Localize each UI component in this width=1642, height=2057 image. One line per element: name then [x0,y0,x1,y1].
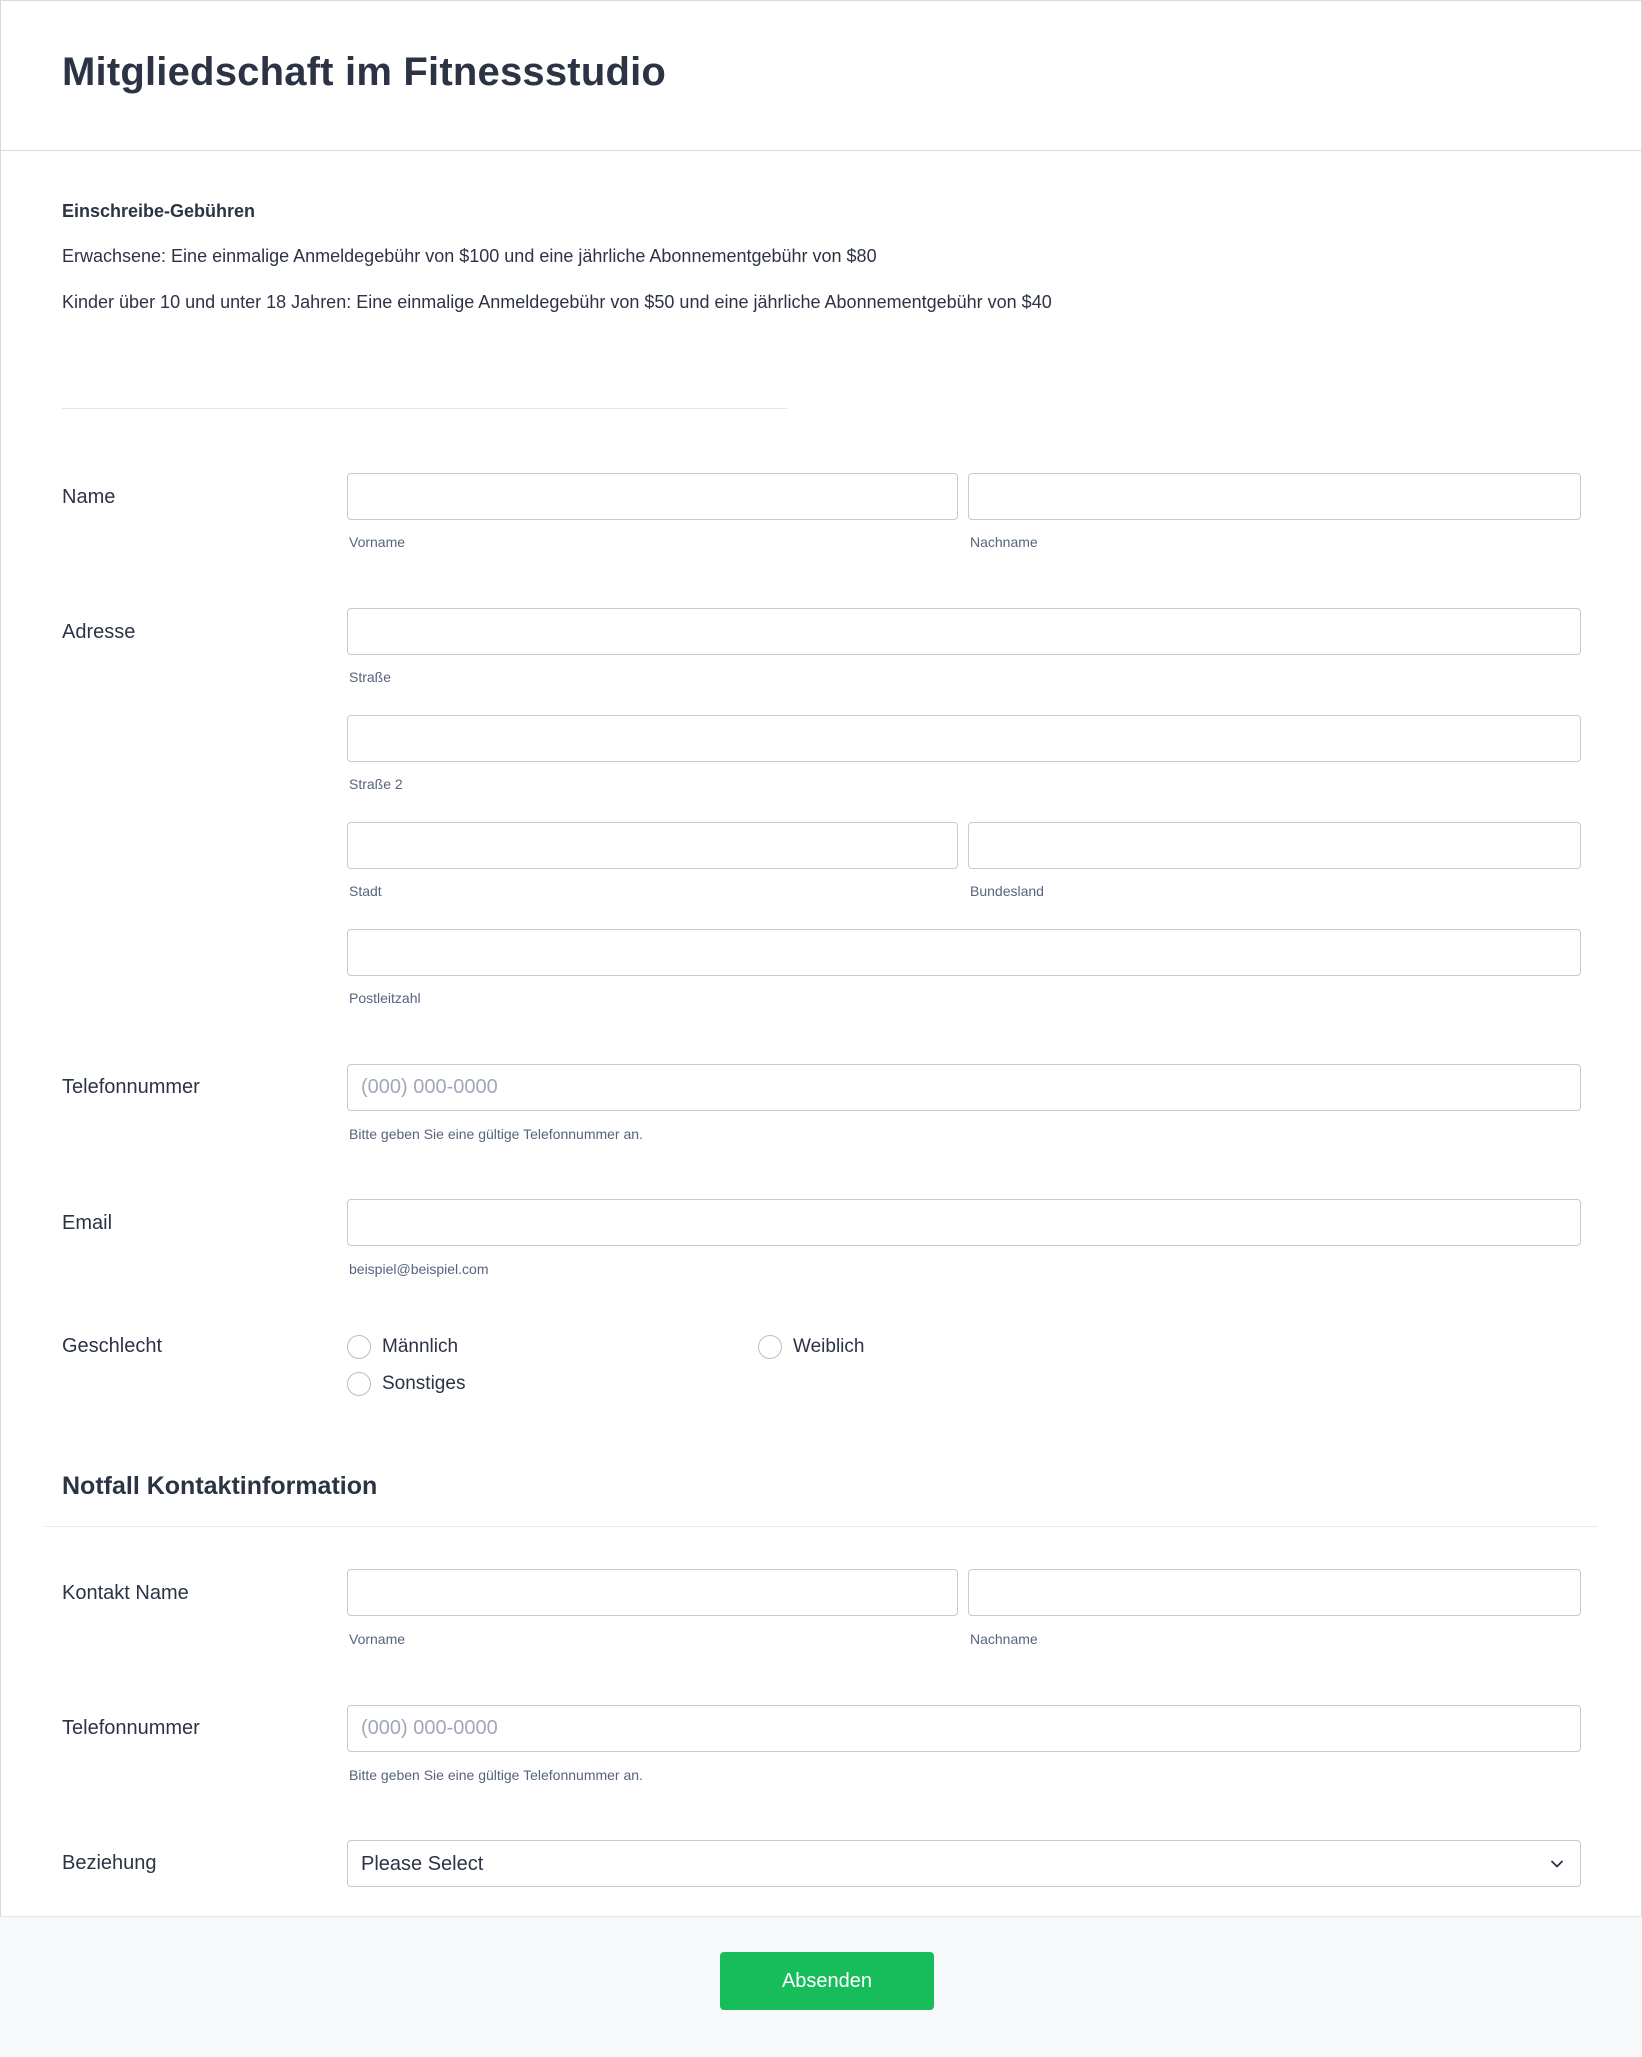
relation-select-value: Please Select [361,1853,484,1875]
intro-divider [62,408,787,409]
city-sublabel: Stadt [349,883,382,899]
contact-phone-sublabel: Bitte geben Sie eine gültige Telefonnummer an. [349,1767,643,1783]
radio-other[interactable] [347,1372,371,1396]
street2-sublabel: Straße 2 [349,776,403,792]
name-label: Name [62,486,116,508]
phone-sublabel: Bitte geben Sie eine gültige Telefonnummer an. [349,1126,643,1142]
fees-children-text: Kinder über 10 und unter 18 Jahren: Eine einmalige Anmeldegebühr von $50 und eine jährliche Abonnementgebühr von $40 [62,292,1052,312]
radio-male[interactable] [347,1335,371,1359]
contact-phone-label: Telefonnummer [62,1717,200,1739]
state-sublabel: Bundesland [970,883,1044,899]
radio-male-label[interactable]: Männlich [382,1336,459,1357]
contact-phone-input[interactable] [347,1705,1581,1752]
state-input[interactable] [968,822,1581,869]
contact-first-name-sublabel: Vorname [349,1631,406,1647]
gender-label: Geschlecht [62,1335,163,1357]
zip-input[interactable] [347,929,1581,976]
last-name-input[interactable] [968,473,1581,520]
fees-adults-text: Erwachsene: Eine einmalige Anmeldegebühr von $100 und eine jährliche Abonnementgebühr von $80 [62,246,877,266]
last-name-sublabel: Nachname [970,534,1038,550]
street-input[interactable] [347,608,1581,655]
relation-label: Beziehung [62,1852,157,1874]
emergency-section-title: Notfall Kontaktinformation [62,1472,378,1500]
first-name-input[interactable] [347,473,958,520]
street2-input[interactable] [347,715,1581,762]
city-input[interactable] [347,822,958,869]
contact-last-name-input[interactable] [968,1569,1581,1616]
page-title: Mitgliedschaft im Fitnessstudio [62,50,667,94]
submit-button[interactable]: Absenden [720,1952,934,2010]
radio-female-label[interactable]: Weiblich [793,1336,865,1357]
contact-name-label: Kontakt Name [62,1582,189,1604]
contact-first-name-input[interactable] [347,1569,958,1616]
fees-heading: Einschreibe-Gebühren [62,201,256,221]
relation-select[interactable] [347,1840,1581,1887]
phone-input[interactable] [347,1064,1581,1111]
section-divider [44,1526,1598,1527]
radio-female[interactable] [758,1335,782,1359]
email-sublabel: beispiel@beispiel.com [349,1261,489,1277]
contact-last-name-sublabel: Nachname [970,1631,1038,1647]
phone-label: Telefonnummer [62,1076,200,1098]
radio-other-label[interactable]: Sonstiges [382,1373,466,1394]
form-header [0,0,1642,151]
address-label: Adresse [62,621,136,643]
zip-sublabel: Postleitzahl [349,990,421,1006]
chevron-down-icon [1550,1857,1564,1871]
email-label: Email [62,1212,113,1234]
first-name-sublabel: Vorname [349,534,406,550]
street-sublabel: Straße [349,669,392,685]
email-input[interactable] [347,1199,1581,1246]
